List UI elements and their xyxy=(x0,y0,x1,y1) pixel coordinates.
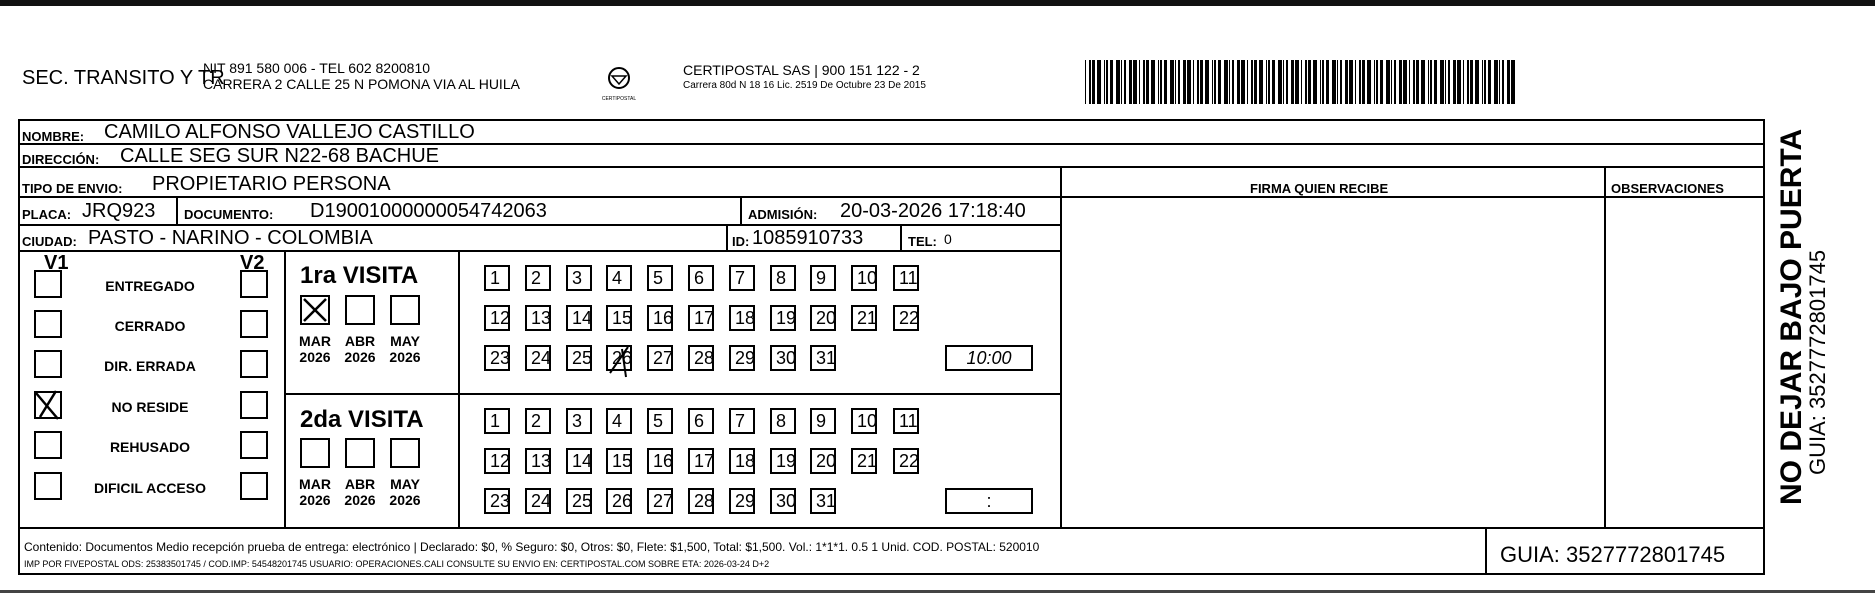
barcode-bar xyxy=(1187,60,1191,104)
bottom-edge xyxy=(0,590,1875,593)
status-v2-checkbox[interactable] xyxy=(240,350,268,378)
barcode-bar xyxy=(1507,60,1510,104)
barcode-bar xyxy=(1380,60,1383,104)
firma-header: FIRMA QUIEN RECIBE xyxy=(1250,181,1389,196)
barcode-bar xyxy=(1129,60,1132,104)
barcode-bar xyxy=(1104,60,1105,104)
month-label: MAR xyxy=(299,476,331,492)
day-box[interactable]: 4 xyxy=(606,265,632,291)
barcode-bar xyxy=(1430,60,1432,104)
barcode-bar xyxy=(1326,60,1329,104)
barcode-bar xyxy=(1178,60,1180,104)
barcode-bar xyxy=(1413,60,1415,104)
col-line xyxy=(176,198,178,224)
day-box[interactable]: 27 xyxy=(647,345,673,371)
day-box[interactable]: 26 xyxy=(606,488,632,514)
barcode-bar xyxy=(1305,60,1307,104)
top-border xyxy=(0,0,1875,6)
day-box[interactable]: 12 xyxy=(484,305,510,331)
barcode-bar xyxy=(1376,60,1378,104)
footer-guia: GUIA: 3527772801745 xyxy=(1500,542,1726,567)
month-year-label xyxy=(295,476,335,508)
barcode-bar xyxy=(1205,60,1209,104)
barcode-bar xyxy=(1421,60,1425,104)
barcode-bar xyxy=(1124,60,1126,104)
barcode-bar xyxy=(1355,60,1356,104)
day-box[interactable]: 15 xyxy=(606,448,632,474)
barcode-bar xyxy=(1097,60,1101,104)
barcode-bar xyxy=(1164,60,1167,104)
month-checkbox[interactable] xyxy=(300,295,330,325)
month-label: MAY xyxy=(390,476,420,492)
row-line xyxy=(18,250,1062,252)
row-line xyxy=(18,196,1062,198)
status-v2-checkbox[interactable] xyxy=(240,391,268,419)
year-label: 2026 xyxy=(389,492,421,508)
barcode-bar xyxy=(1237,60,1240,104)
status-v1-checkbox[interactable] xyxy=(34,350,62,378)
month-label: ABR xyxy=(344,333,376,349)
day-box[interactable]: 29 xyxy=(729,488,755,514)
day-box[interactable]: 13 xyxy=(525,448,551,474)
status-label: ENTREGADO xyxy=(105,278,195,294)
day-box[interactable]: 17 xyxy=(688,448,714,474)
month-year-label xyxy=(340,333,380,365)
barcode-bar xyxy=(1170,60,1174,104)
barcode-bar xyxy=(1502,60,1504,104)
barcode-bar xyxy=(1259,60,1263,104)
status-label: NO RESIDE xyxy=(111,399,189,415)
day-box[interactable]: 30 xyxy=(770,488,796,514)
day-box[interactable]: 10 xyxy=(851,265,877,291)
side-guia: GUIA: 3527772801745 xyxy=(1805,249,1830,475)
barcode-bar xyxy=(1391,60,1392,104)
barcode-bar xyxy=(1110,60,1113,104)
admision-value: 20-03-2026 17:18:40 xyxy=(840,200,1026,222)
barcode-bar xyxy=(1345,60,1348,104)
barcode-bar xyxy=(1183,60,1186,104)
day-box[interactable]: 23 xyxy=(484,345,510,371)
day-box[interactable]: 22 xyxy=(893,448,919,474)
no-dejar-warning: NO DEJAR BAJO PUERTA xyxy=(1775,128,1808,505)
barcode-bar xyxy=(1359,60,1361,104)
placa-value: JRQ923 xyxy=(82,200,156,222)
direccion-label: DIRECCIÓN: xyxy=(22,152,100,167)
barcode-bar xyxy=(1499,60,1500,104)
placa-label: PLACA: xyxy=(22,207,72,222)
barcode-bar xyxy=(1085,60,1086,104)
barcode-bar xyxy=(1291,60,1294,104)
documento-value: D19001000000054742063 xyxy=(310,200,547,222)
day-box[interactable]: 30 xyxy=(770,345,796,371)
tel-label: TEL: xyxy=(908,234,937,249)
barcode-bar xyxy=(1212,60,1213,104)
barcode-bar xyxy=(1133,60,1137,104)
barcode-bar xyxy=(1214,60,1216,104)
col-line xyxy=(1485,527,1487,575)
nombre-value: CAMILO ALFONSO VALLEJO CASTILLO xyxy=(104,121,475,143)
company-address: Carrera 80d N 18 16 Lic. 2519 De Octubre 23 De 2015 xyxy=(683,80,926,91)
day-box[interactable]: 11 xyxy=(893,408,919,434)
time-box[interactable]: : xyxy=(945,488,1033,514)
row-line xyxy=(284,393,1062,395)
row-line xyxy=(1060,196,1765,198)
ciudad-value: PASTO - NARINO - COLOMBIA xyxy=(88,227,373,249)
barcode-bar xyxy=(1340,60,1342,104)
status-v2-checkbox[interactable] xyxy=(240,270,268,298)
nombre-label: NOMBRE: xyxy=(22,129,85,144)
day-box[interactable]: 22 xyxy=(893,305,919,331)
v2-header: V2 xyxy=(240,252,265,274)
barcode-bar xyxy=(1457,60,1461,104)
day-box[interactable]: 18 xyxy=(729,448,755,474)
check-mark-icon xyxy=(606,343,636,379)
id-value: 1085910733 xyxy=(752,227,864,249)
check-mark-icon xyxy=(301,296,329,324)
address-text: CARRERA 2 CALLE 25 N POMONA VIA AL HUILA xyxy=(203,76,520,92)
nit-text: NIT 891 580 006 - TEL 602 8200810 xyxy=(203,60,431,76)
barcode-bar xyxy=(1367,60,1371,104)
month-checkbox[interactable] xyxy=(345,438,375,468)
month-checkbox[interactable] xyxy=(390,295,420,325)
barcode-bar xyxy=(1434,60,1437,104)
barcode-bar xyxy=(1197,60,1199,104)
month-checkbox[interactable] xyxy=(300,438,330,468)
barcode-bar xyxy=(1386,60,1390,104)
day-box[interactable]: 11 xyxy=(893,265,919,291)
col-line xyxy=(726,226,728,250)
barcode-bar xyxy=(1484,60,1486,104)
year-label: 2026 xyxy=(299,349,331,365)
month-checkbox[interactable] xyxy=(345,295,375,325)
day-box[interactable]: 6 xyxy=(688,408,714,434)
v1-header: V1 xyxy=(44,252,69,274)
barcode-bar xyxy=(1308,60,1311,104)
company-logo-icon xyxy=(596,64,642,109)
status-label: DIFICIL ACCESO xyxy=(93,480,206,496)
barcode-bar xyxy=(1247,60,1248,104)
barcode-bar xyxy=(1482,60,1483,104)
day-box[interactable]: 1 xyxy=(484,408,510,434)
observaciones-header: OBSERVACIONES xyxy=(1611,181,1724,196)
barcode-bar xyxy=(1470,60,1473,104)
day-box[interactable]: 29 xyxy=(729,345,755,371)
day-box[interactable]: 18 xyxy=(729,305,755,331)
day-box[interactable]: 2 xyxy=(525,265,551,291)
visit2-title: 2da VISITA xyxy=(300,406,424,433)
col-line xyxy=(284,250,286,527)
check-mark-icon xyxy=(34,387,60,421)
day-box[interactable]: 24 xyxy=(525,345,551,371)
day-box[interactable]: 3 xyxy=(566,408,592,434)
barcode-bar xyxy=(1301,60,1302,104)
month-label: MAR xyxy=(299,333,331,349)
day-box[interactable]: 28 xyxy=(688,488,714,514)
company-name: CERTIPOSTAL SAS | 900 151 122 - 2 xyxy=(683,62,920,78)
barcode-bar xyxy=(1218,60,1221,104)
barcode-bar xyxy=(1272,60,1275,104)
day-box[interactable]: 24 xyxy=(525,488,551,514)
day-box[interactable]: 7 xyxy=(729,408,755,434)
day-box[interactable]: 19 xyxy=(770,305,796,331)
barcode-bar xyxy=(1106,60,1108,104)
barcode-bar xyxy=(1448,60,1450,104)
day-box[interactable]: 15 xyxy=(606,305,632,331)
barcode-bar xyxy=(1254,60,1257,104)
barcode-bar xyxy=(1251,60,1253,104)
barcode-bar xyxy=(1453,60,1456,104)
barcode-bar xyxy=(1467,60,1469,104)
day-box[interactable]: 8 xyxy=(770,408,796,434)
day-box[interactable]: 5 xyxy=(647,408,673,434)
barcode-bar xyxy=(1139,60,1140,104)
day-box[interactable]: 2 xyxy=(525,408,551,434)
barcode-bar xyxy=(1224,60,1228,104)
barcode-bar xyxy=(1440,60,1444,104)
barcode-bar xyxy=(1349,60,1353,104)
row-line xyxy=(18,527,1765,529)
year-label: 2026 xyxy=(299,492,331,508)
direccion-value: CALLE SEG SUR N22-68 BACHUE xyxy=(120,145,440,167)
sec-label: SEC. TRANSITO Y TR xyxy=(22,67,225,89)
barcode-bar xyxy=(1266,60,1267,104)
month-label: MAY xyxy=(390,333,420,349)
status-label: CERRADO xyxy=(114,318,186,334)
barcode-bar xyxy=(1313,60,1317,104)
status-v2-checkbox[interactable] xyxy=(240,310,268,338)
svg-text:CERTIPOSTAL: CERTIPOSTAL xyxy=(601,96,637,102)
barcode-bar xyxy=(1409,60,1410,104)
day-box[interactable]: 14 xyxy=(566,305,592,331)
month-year-label xyxy=(340,476,380,508)
barcode-bar xyxy=(1116,60,1120,104)
barcode-bar xyxy=(1475,60,1479,104)
footer-imp: IMP POR FIVEPOSTAL ODS: 25383501745 / COD.IMP: 54548201745 USUARIO: OPERACIONES.CALI CONSULTE SU ENVIO EN: CERTIPOSTAL.COM SOBRE ETA: 2026-03-24 D+2 xyxy=(24,559,770,569)
time-box[interactable]: 10:00 xyxy=(945,345,1033,371)
barcode-bar xyxy=(1445,60,1446,104)
barcode-bar xyxy=(1092,60,1095,104)
day-box[interactable]: 7 xyxy=(729,265,755,291)
day-box[interactable]: 20 xyxy=(810,448,836,474)
day-box[interactable]: 12 xyxy=(484,448,510,474)
barcode-bar xyxy=(1151,60,1155,104)
day-box[interactable]: 9 xyxy=(810,408,836,434)
barcode-bar xyxy=(1200,60,1203,104)
barcode-bar xyxy=(1295,60,1299,104)
barcode-bar xyxy=(1286,60,1288,104)
visit1-title: 1ra VISITA xyxy=(300,262,419,289)
barcode-bar xyxy=(1511,60,1515,104)
barcode-bar xyxy=(1322,60,1324,104)
barcode-bar xyxy=(1283,60,1284,104)
year-label: 2026 xyxy=(389,349,421,365)
year-label: 2026 xyxy=(344,349,376,365)
day-box[interactable]: 25 xyxy=(566,488,592,514)
status-v1-checkbox[interactable] xyxy=(34,472,62,500)
barcode-bar xyxy=(1488,60,1491,104)
day-box[interactable]: 27 xyxy=(647,488,673,514)
month-checkbox[interactable] xyxy=(390,438,420,468)
barcode-bar xyxy=(1320,60,1321,104)
barcode-bar xyxy=(1232,60,1234,104)
barcode-bar xyxy=(1158,60,1159,104)
day-box[interactable]: 14 xyxy=(566,448,592,474)
day-box[interactable]: 6 xyxy=(688,265,714,291)
col-line xyxy=(900,226,902,250)
col-line xyxy=(740,198,742,226)
barcode-bar xyxy=(1143,60,1145,104)
day-box[interactable]: 20 xyxy=(810,305,836,331)
day-box[interactable]: 26 xyxy=(606,345,632,371)
day-box[interactable]: 4 xyxy=(606,408,632,434)
status-v1-checkbox[interactable] xyxy=(34,310,62,338)
barcode-bar xyxy=(1268,60,1270,104)
barcode-bar xyxy=(1399,60,1402,104)
tel-value: 0 xyxy=(944,231,952,247)
day-box[interactable]: 9 xyxy=(810,265,836,291)
barcode-bar xyxy=(1278,60,1282,104)
month-year-label xyxy=(385,476,425,508)
day-box[interactable]: 8 xyxy=(770,265,796,291)
barcode-bar xyxy=(1337,60,1338,104)
day-box[interactable]: 21 xyxy=(851,305,877,331)
year-label: 2026 xyxy=(344,492,376,508)
day-box[interactable]: 28 xyxy=(688,345,714,371)
id-label: ID: xyxy=(732,234,750,249)
barcode-bar xyxy=(1494,60,1498,104)
status-v1-checkbox[interactable] xyxy=(34,270,62,298)
day-box[interactable]: 25 xyxy=(566,345,592,371)
status-v2-checkbox[interactable] xyxy=(240,431,268,459)
status-label: DIR. ERRADA xyxy=(104,358,196,374)
row-line xyxy=(18,224,1062,226)
barcode xyxy=(1085,60,1520,104)
barcode-bar xyxy=(1146,60,1149,104)
footer-contenido: Contenido: Documentos Medio recepción prueba de entrega: electrónico | Declarado: $0, % Seguro: $0, Otros: $0, Flete: $1,500, Total: $1,500. Vol.: 1*1*1. 0.5 1 Unid. COD. POSTAL: 520010 xyxy=(24,540,1040,554)
month-year-label xyxy=(385,333,425,365)
day-box[interactable]: 10 xyxy=(851,408,877,434)
barcode-bar xyxy=(1428,60,1429,104)
day-box[interactable]: 16 xyxy=(647,305,673,331)
day-box[interactable]: 1 xyxy=(484,265,510,291)
barcode-bar xyxy=(1241,60,1245,104)
barcode-bar xyxy=(1416,60,1419,104)
barcode-bar xyxy=(1463,60,1464,104)
day-box[interactable]: 19 xyxy=(770,448,796,474)
barcode-bar xyxy=(1160,60,1162,104)
day-box[interactable]: 3 xyxy=(566,265,592,291)
status-label: REHUSADO xyxy=(109,439,191,455)
day-box[interactable]: 16 xyxy=(647,448,673,474)
tipo-envio-value: PROPIETARIO PERSONA xyxy=(152,173,391,195)
barcode-bar xyxy=(1332,60,1336,104)
documento-label: DOCUMENTO: xyxy=(184,207,274,222)
day-box[interactable]: 17 xyxy=(688,305,714,331)
month-label: ABR xyxy=(344,476,376,492)
barcode-bar xyxy=(1229,60,1230,104)
col-line xyxy=(1604,166,1606,529)
admision-label: ADMISIÓN: xyxy=(748,207,818,222)
barcode-bar xyxy=(1193,60,1194,104)
day-box[interactable]: 31 xyxy=(810,345,836,371)
barcode-bar xyxy=(1403,60,1407,104)
tipo-envio-label: TIPO DE ENVIO: xyxy=(22,181,123,196)
status-v2-checkbox[interactable] xyxy=(240,472,268,500)
col-line xyxy=(458,250,460,527)
barcode-bar xyxy=(1394,60,1396,104)
day-box[interactable]: 21 xyxy=(851,448,877,474)
barcode-bar xyxy=(1374,60,1375,104)
day-box[interactable]: 23 xyxy=(484,488,510,514)
barcode-bar xyxy=(1362,60,1365,104)
day-box[interactable]: 5 xyxy=(647,265,673,291)
barcode-bar xyxy=(1175,60,1176,104)
day-box[interactable]: 13 xyxy=(525,305,551,331)
ciudad-label: CIUDAD: xyxy=(22,234,77,249)
barcode-bar xyxy=(1121,60,1122,104)
col-line xyxy=(1060,166,1062,529)
day-box[interactable]: 31 xyxy=(810,488,836,514)
month-year-label xyxy=(295,333,335,365)
status-v1-checkbox[interactable] xyxy=(34,431,62,459)
barcode-bar xyxy=(1089,60,1091,104)
status-v1-checkbox[interactable] xyxy=(34,391,62,419)
